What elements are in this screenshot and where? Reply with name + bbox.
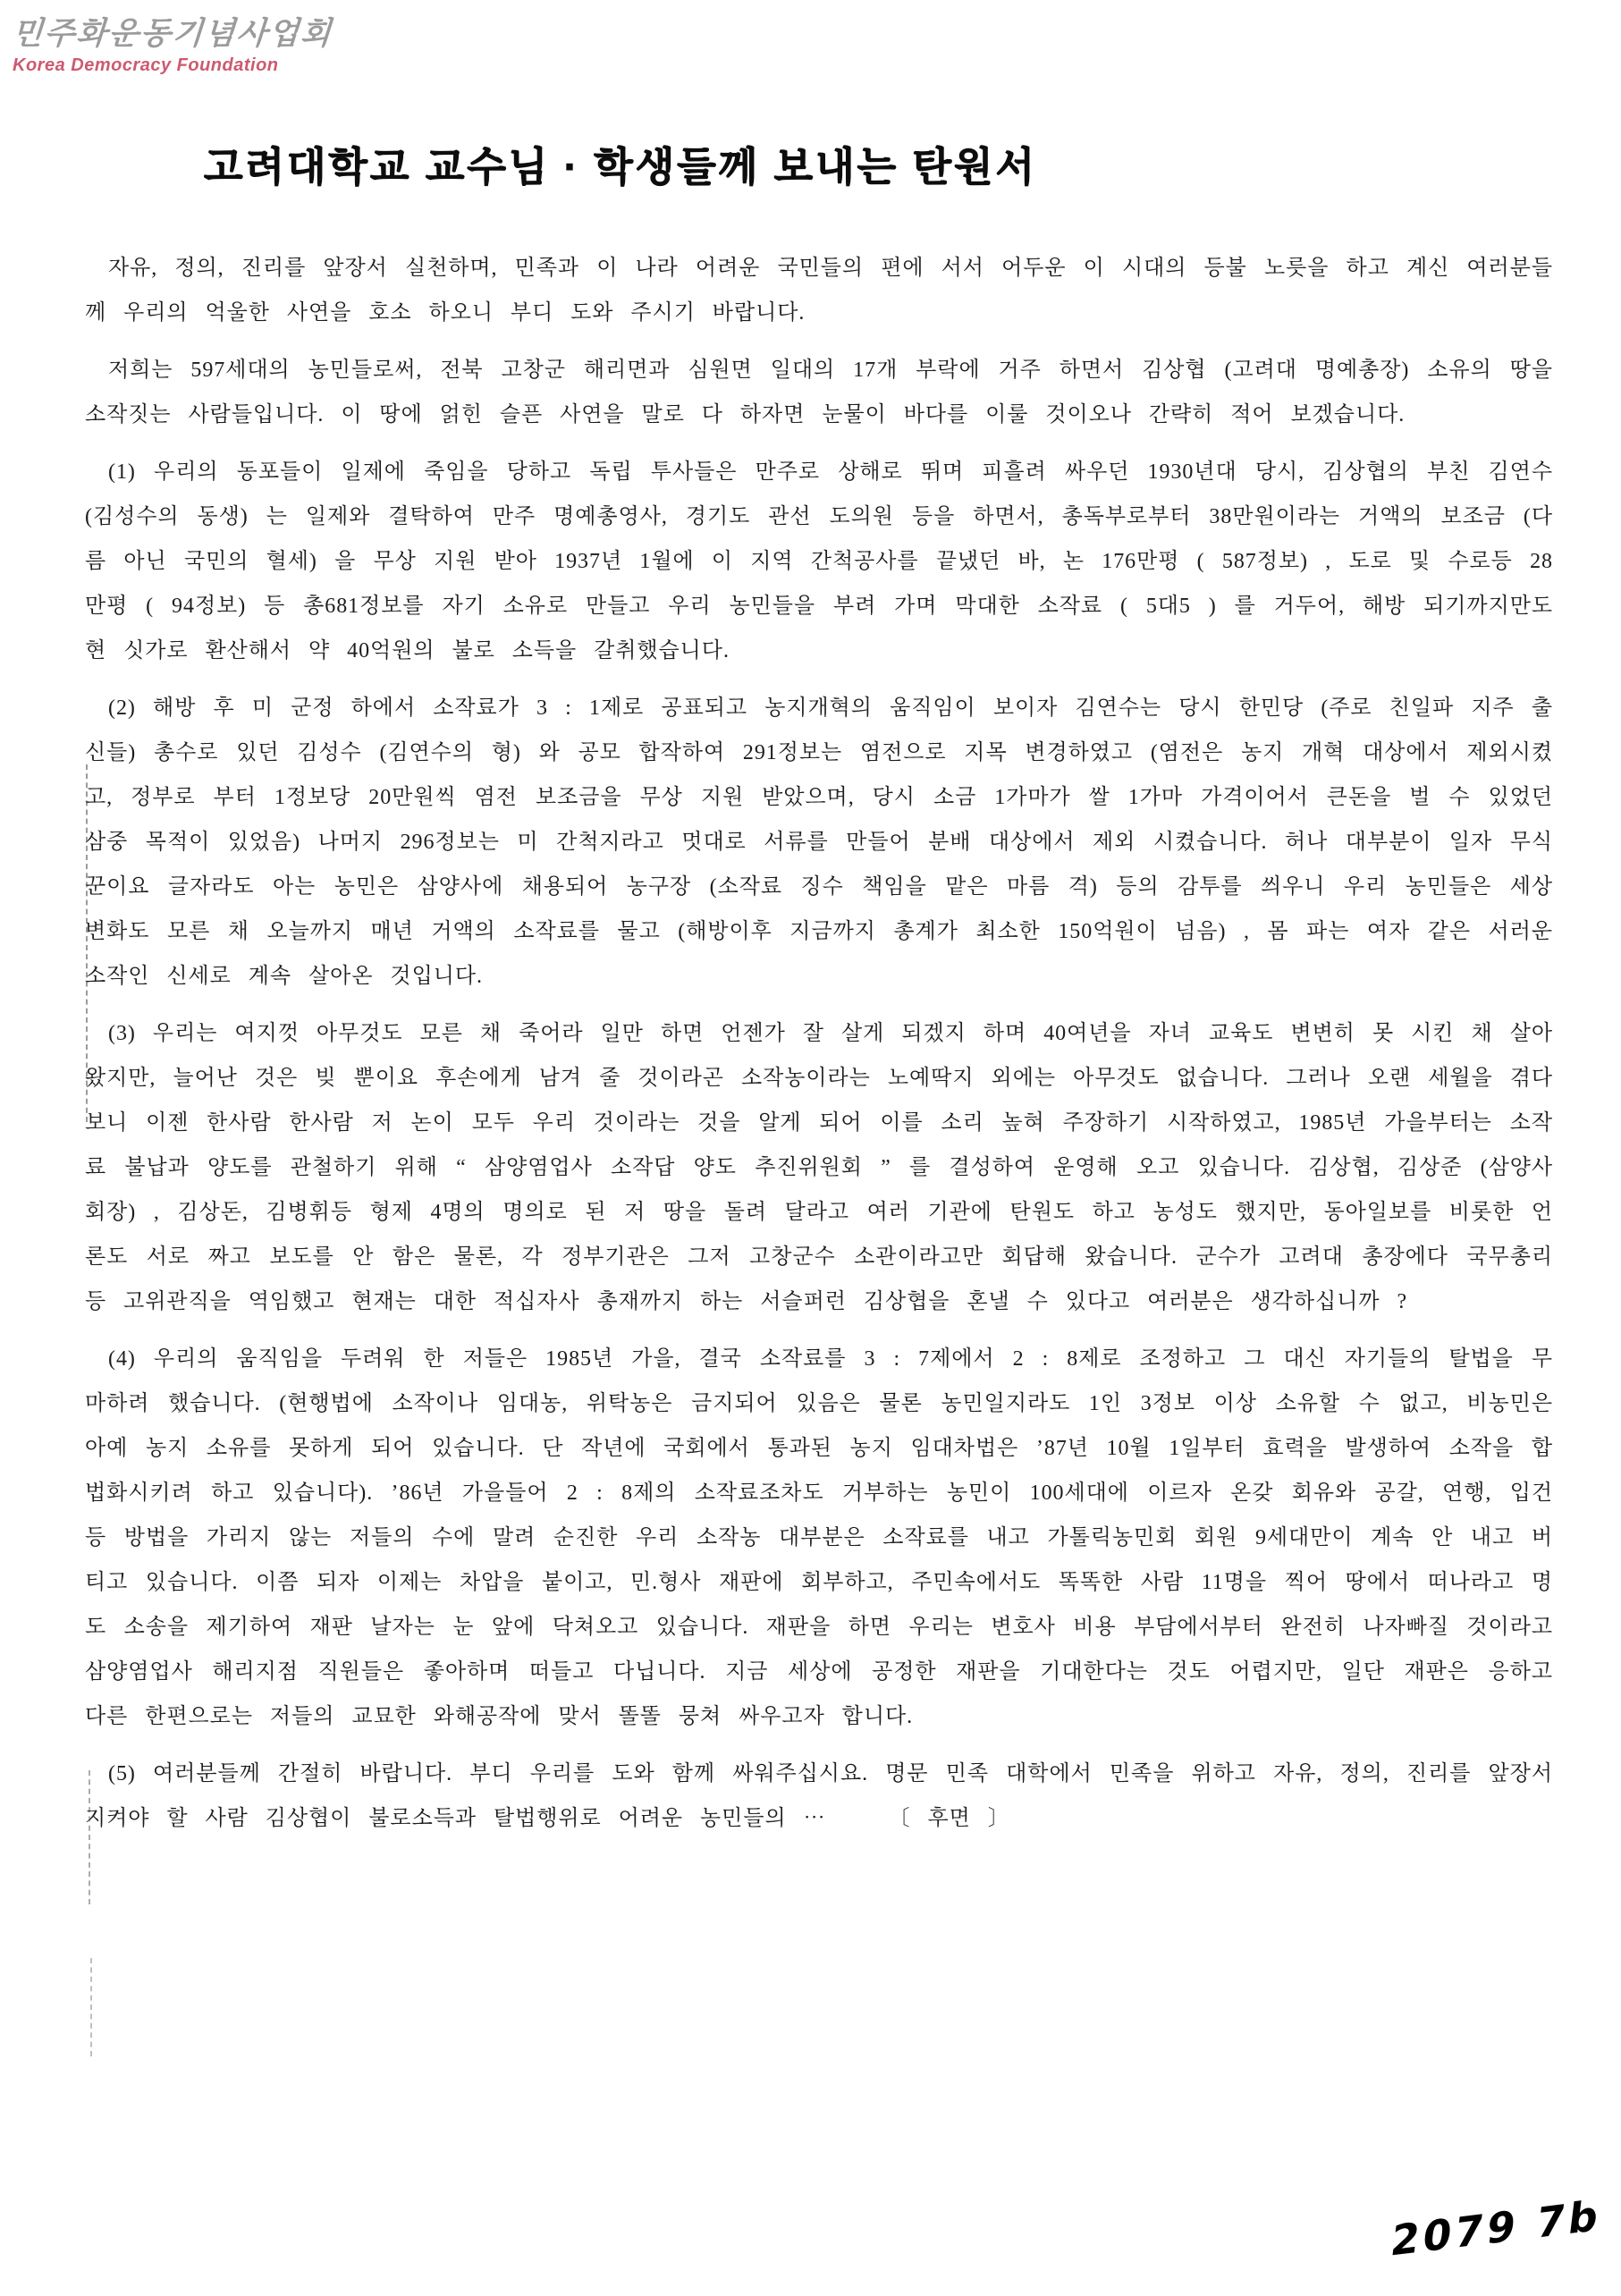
scan-fold-line-lower [89,1770,90,1904]
paragraph-intro-2: 저희는 597세대의 농민들로써, 전북 고창군 해리면과 심원면 일대의 17개 부락에 거주 하면서 김상협 (고려대 명예총장) 소유의 땅을 소작짓는 사람들입니다. 이 땅에 얽힌 슬픈 사연을 말로 다 하자면 눈물이 바다를 이룰 것이오나 간략히 적어 보겠습니다. [85,359,1553,426]
foundation-logo [13,9,333,76]
back-side-note: 〔 후면 〕 [888,1807,1010,1830]
paragraph-item-2: (2) 해방 후 미 군정 하에서 소작료가 3 : 1제로 공표되고 농지개혁의 움직임이 보이자 김연수는 당시 한민당 (주로 친일파 지주 출신들) 총수로 있던 김성수 (김연수의 형) 와 공모 합작하여 291정보는 염전으로 지목 변경하였고 (염전은 농지 개혁 대상에서 제외시켰고, 정부로 부터 1정보당 20만원씩 염전 보조금을 무상 지원 받았으며, 당시 소금 1가마가 쌀 1가마 가격이어서 큰돈을 벌 수 있었던 삼중 목적이 있었음) 나머지 296정보는 미 간척지라고 멋대로 서류를 만들어 분배 대상에서 제외 시켰습니다. 허나 대부분이 일자 무식꾼이요 글자라도 아는 농민은 삼양사에 채용되어 농구장 (소작료 징수 책임을 맡은 마름 격) 등의 감투를 씌우니 우리 농민들은 세상 변화도 모른 채 오늘까지 매년 거액의 소작료를 물고 (해방이후 지금까지 총계가 최소한 150억원이 넘음) , 몸 파는 여자 같은 서러운 소작인 신세로 계속 살아온 것입니다. [85,696,1553,988]
scan-fold-line-upper [86,764,88,1122]
foundation-logo-english: Korea Democracy Foundation [13,55,279,75]
paragraph-item-3: (3) 우리는 여지껏 아무것도 모른 채 죽어라 일만 하면 언젠가 잘 살게 되겠지 하며 40여년을 자녀 교육도 변변히 못 시킨 채 살아 왔지만, 늘어난 것은 빚 뿐이요 후손에게 남겨 줄 것이라곤 소작농이라는 노예딱지 외에는 아무것도 없습니다. 그러나 오랜 세월을 겪다 보니 이젠 한사람 한사람 저 논이 모두 우리 것이라는 것을 알게 되어 이를 소리 높혀 주장하기 시작하였고, 1985년 가을부터는 소작료 불납과 양도를 관철하기 위해 “ 삼양염업사 소작답 양도 추진위원회 ” 를 결성하여 운영해 오고 있습니다. 김상협, 김상준 (삼양사 회장) , 김상돈, 김병휘등 형제 4명의 명의로 된 저 땅을 돌려 달라고 여러 기관에 탄원도 하고 농성도 했지만, 동아일보를 비롯한 언론도 서로 짜고 보도를 안 함은 물론, 각 정부기관은 그저 고창군수 소관이라고만 회답해 왔습니다. 군수가 고려대 총장에다 국무총리 등 고위관직을 역임했고 현재는 대한 적십자사 총재까지 하는 서슬퍼런 김상협을 혼낼 수 있다고 여러분은 생각하십니까 ? [85,1022,1553,1313]
petition-title: 고려대학교 교수님 · 학생들께 보내는 탄원서 [204,144,1037,190]
paragraph-item-5 [85,1752,1553,1841]
paragraph-intro-1: 자유, 정의, 진리를 앞장서 실천하며, 민족과 이 나라 어려운 국민들의 편에 서서 어두운 이 시대의 등불 노릇을 하고 계신 여러분들께 우리의 억울한 사연을 호소 하오니 부디 도와 주시기 바랍니다. [85,257,1553,325]
foundation-logo-korean: 민주화운동기념사업회 [11,15,334,52]
petition-body [85,246,1553,1853]
scan-fold-line-bottom [90,1958,92,2056]
paragraph-item-5-text: (5) 여러분들께 간절히 바랍니다. 부디 우리를 도와 함께 싸워주십시요. 명문 민족 대학에서 민족을 위하고 자유, 정의, 진리를 앞장서 지켜야 할 사람 김상협이 불로소득과 탈법행위로 어려운 농민들의 ⋯ [85,1762,1553,1830]
handwritten-archive-number: 2079 7b [1388,2190,1605,2266]
paragraph-item-1: (1) 우리의 동포들이 일제에 죽임을 당하고 독립 투사들은 만주로 상해로 뛰며 피흘려 싸우던 1930년대 당시, 김상협의 부친 김연수 (김성수의 동생) 는 일제와 결탁하여 만주 명예총영사, 경기도 관선 도의원 등을 하면서, 총독부로부터 38만원이라는 거액의 보조금 (다름 아닌 국민의 혈세) 을 무상 지원 받아 1937년 1월에 이 지역 간척공사를 끝냈던 바, 논 176만평 ( 587정보) , 도로 및 수로등 28만평 ( 94정보) 등 총681정보를 자기 소유로 만들고 우리 농민들을 부려 가며 막대한 소작료 ( 5대5 ) 를 거두어, 해방 되기까지만도 현 싯가로 환산해서 약 40억원의 불로 소득을 갈취했습니다. [85,460,1553,663]
paragraph-item-4: (4) 우리의 움직임을 두려워 한 저들은 1985년 가을, 결국 소작료를 3 : 7제에서 2 : 8제로 조정하고 그 대신 자기들의 탈법을 무마하려 했습니다. (현행법에 소작이나 임대농, 위탁농은 금지되어 있음은 물론 농민일지라도 1인 3정보 이상 소유할 수 없고, 비농민은 아예 농지 소유를 못하게 되어 있습니다. 단 작년에 국회에서 통과된 농지 임대차법은 ’87년 10월 1일부터 효력을 발생하여 소작을 합법화시키려 하고 있습니다). ’86년 가을들어 2 : 8제의 소작료조차도 거부하는 농민이 100세대에 이르자 온갖 회유와 공갈, 연행, 입건등 방법을 가리지 않는 저들의 수에 말려 순진한 우리 소작농 대부분은 소작료를 내고 가톨릭농민회 회원 9세대만이 계속 안 내고 버티고 있습니다. 이쯤 되자 이제는 차압을 붙이고, 민.형사 재판에 회부하고, 주민속에서도 똑똑한 사람 11명을 찍어 땅에서 떠나라고 명도 소송을 제기하여 재판 날자는 눈 앞에 닥쳐오고 있습니다. 재판을 하면 우리는 변호사 비용 부담에서부터 완전히 나자빠질 것이라고 삼양염업사 해리지점 직원들은 좋아하며 떠들고 다닙니다. 지금 세상에 공정한 재판을 기대한다는 것도 어렵지만, 일단 재판은 응하고 다른 한편으로는 저들의 교묘한 와해공작에 맞서 똘똘 뭉쳐 싸우고자 합니다. [85,1347,1553,1728]
